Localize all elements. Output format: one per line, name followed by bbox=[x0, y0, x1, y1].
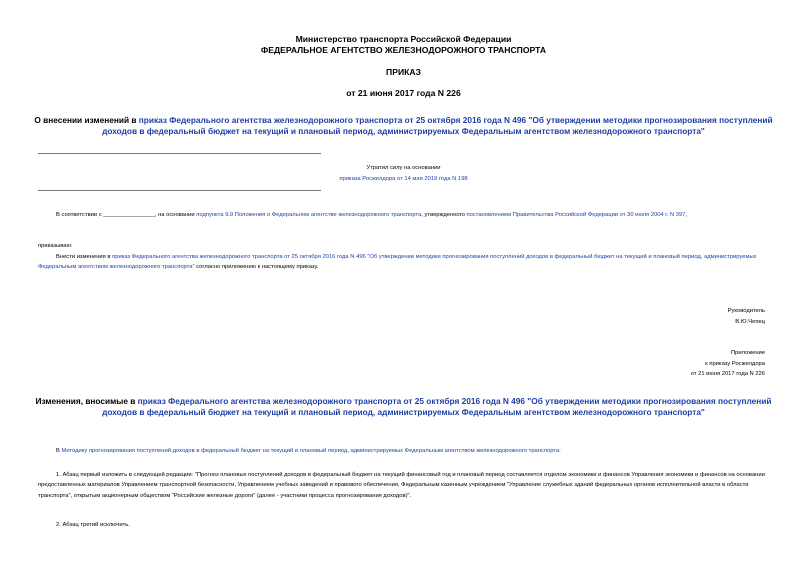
divider-top bbox=[38, 153, 321, 154]
signature-block bbox=[728, 306, 765, 327]
doc-type: ПРИКАЗ bbox=[386, 67, 421, 77]
title-prefix: О внесении изменений в bbox=[34, 115, 139, 125]
order-text-2: согласно приложению к настоящему приказу. bbox=[194, 264, 319, 271]
changes-title-link[interactable]: приказ Федерального агентства железнодорожного транспорта от 25 октября 2016 года N 496 "Об утверждении методики прогнозирования поступлений доходов в федеральный бюджет на текущий и плановый период, администрируемых Федеральным агентством железнодорожного транспорта" bbox=[102, 396, 772, 417]
title-link[interactable]: приказ Федерального агентства железнодорожного транспорта от 25 октября 2016 года N 496 "Об утверждении методики прогнозирования поступлений доходов в федеральный бюджет на текущий и плановый период, администрируемых Федеральным агентством железнодорожного транспорта" bbox=[102, 115, 773, 136]
changes-intro-text-2: : bbox=[559, 448, 561, 454]
divider-bottom bbox=[38, 190, 321, 191]
changes-title-prefix: Изменения, вносимые в bbox=[35, 396, 138, 406]
appendix-line-3: от 21 июня 2017 года N 226 bbox=[690, 371, 765, 377]
order-word: приказываю: bbox=[38, 243, 73, 249]
preamble-link-decree[interactable]: постановлением Правительства Российской Федерации от 30 июля 2004 г. N 397 bbox=[466, 212, 686, 218]
ministry-name: Министерство транспорта Российской Федерации bbox=[295, 34, 512, 44]
appendix-line-1: Приложение bbox=[730, 350, 765, 356]
change-item-2: 2. Абзац третий исключить. bbox=[56, 522, 130, 528]
preamble-link-regulation[interactable]: подпункта 9.9 Положения о Федеральном агентстве железнодорожного транспорта bbox=[196, 212, 422, 218]
changes-title bbox=[30, 396, 777, 418]
preamble-text-3: , bbox=[685, 212, 688, 218]
preamble-text-1: В соответствии с ________________, на основании bbox=[56, 212, 197, 218]
agency-name: ФЕДЕРАЛЬНОЕ АГЕНТСТВО ЖЕЛЕЗНОДОРОЖНОГО ТРАНСПОРТА bbox=[260, 45, 547, 55]
page-title bbox=[30, 115, 777, 137]
status-note bbox=[260, 163, 547, 184]
changes-intro bbox=[38, 446, 771, 456]
signature-name: В.Ю.Чепец bbox=[735, 318, 765, 325]
changes-intro-link[interactable]: Методику прогнозирования поступлений доходов в федеральный бюджет на текущий и плановый период, администрируемых Федеральным агентством железнодорожного транспорта bbox=[61, 448, 560, 454]
preamble-paragraph bbox=[38, 210, 771, 220]
status-link[interactable]: приказа Росжелдора от 14 мая 2019 года N 198 bbox=[339, 175, 468, 182]
changes-intro-text-1: В bbox=[56, 448, 62, 454]
doc-date-number: от 21 июня 2017 года N 226 bbox=[346, 88, 461, 98]
appendix-reference bbox=[691, 348, 765, 380]
preamble-text-2: , утвержденного bbox=[421, 212, 467, 218]
appendix-line-2: к приказу Росжелдора bbox=[705, 360, 765, 367]
order-paragraph bbox=[38, 252, 771, 273]
order-text-1: Внести изменения в bbox=[56, 254, 113, 260]
status-line: Утратил силу на основании bbox=[366, 165, 441, 171]
signature-role: Руководитель bbox=[727, 308, 765, 314]
change-item-1: 1. Абзац первый изложить в следующей редакции: "Прогноз плановых поступлений доходов в федеральный бюджет на текущий финансовый год и плановый период составляется отделом экономики и финансов Управления экономики и финансов на основании предоставленных материалов Управлением транспортной безопасности, Управлением учебных заведений и правового обеспечения, Федеральным казенным учреждением "Управление служебных зданий федеральных органов исполнительной власти в области транспорта", открытым акционерным обществом "Российские железные дороги" (далее - участники процесса прогнозирования доходов)". bbox=[38, 472, 765, 499]
order-link[interactable]: приказ Федерального агентства железнодорожного транспорта от 25 октября 2016 года N 496 "Об утверждении методики прогнозирования поступлений доходов в федеральный бюджет на текущий и плановый период, администрируемых Федеральным агентством железнодорожного транспорта" bbox=[38, 254, 757, 271]
